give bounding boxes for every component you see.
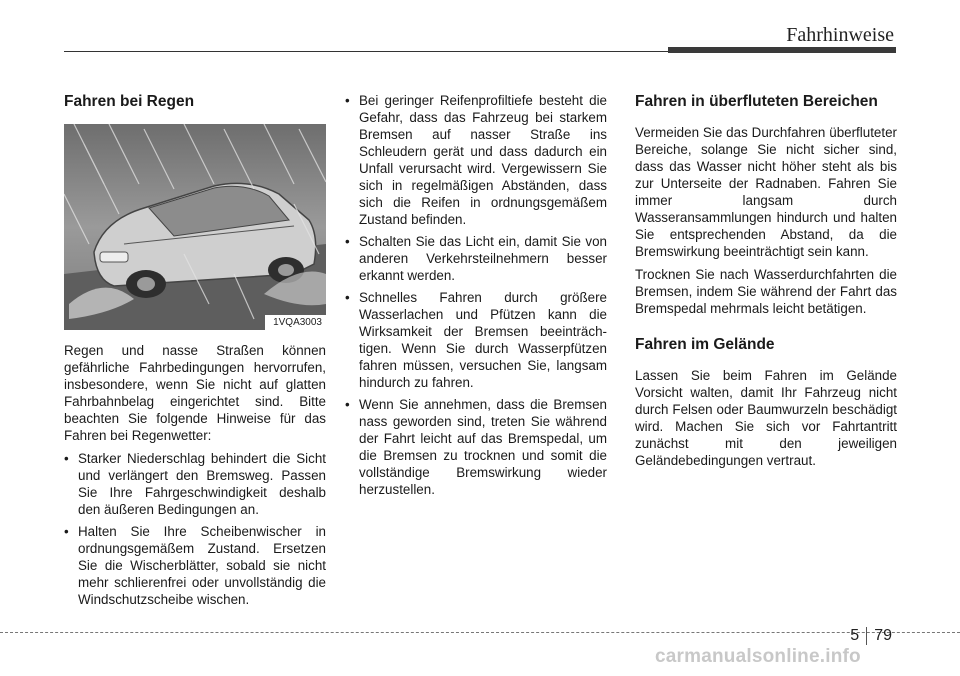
offroad-paragraph: Lassen Sie beim Fahren im Gelände Vorsicht walten, damit Ihr Fahrzeug nicht durch Felsen oder Baumwurzeln beschädigt wird. Machen Sie sich vor Fahrtantritt zunächst mit den jeweiligen Geländebedingungen vertraut. [635,368,897,468]
rain-car-illustration [64,124,326,330]
heading-flooded-areas: Fahren in überfluteten Bereichen [635,93,878,110]
list-item: • Bei geringer Reifenprofiltiefe besteht die Gefahr, dass das Fahrzeug bei starkem Bremsen auf nasser Straße ins Schleudern gerät und dass dadurch ein Unfall verursacht wird. Vergewissern Sie sich in regelmäßigen Abständen, dass sich die Reifen in ordnungsgemäßem Zustand befinden. [345,92,607,228]
figure-code: 1VQA3003 [265,315,326,330]
header-bar [668,47,896,53]
rain-bullets-2 [345,92,607,498]
page-number-separator [866,627,867,645]
intro-paragraph: Regen und nasse Straßen können gefährliche Fahrbedingungen hervorrufen, insbesondere, wenn Sie nicht auf glatten Fahrbahnbelag eingerichtet sind. Bitte beachten Sie folgende Hinweise für das Fahren bei Regenwetter: [64,343,326,443]
flooded-paragraph-2: Trocknen Sie nach Wasserdurchfahrten die Bremsen, indem Sie während der Fahrt das Bremspedal mehrmals leicht betätigen. [635,267,897,316]
column-1 [64,92,326,613]
footer-dashed-line [0,632,960,633]
page-index: 79 [874,627,892,644]
list-item: • Halten Sie Ihre Scheibenwischer in ordnungsgemäßem Zustand. Ersetzen Sie die Wischerblätter, sobald sie nicht mehr schlierenfrei oder unvollständig die Windschutzscheibe wischen. [64,523,326,608]
list-item: • Schalten Sie das Licht ein, damit Sie von anderen Verkehrsteilnehmern besser erkannt werden. [345,233,607,284]
list-item: • Starker Niederschlag behindert die Sicht und verlängert den Bremsweg. Passen Sie Ihre Fahrgeschwindigkeit deshalb den äußeren Bedingungen an. [64,450,326,518]
flooded-paragraph-1: Vermeiden Sie das Durchfahren überfluteter Bereiche, solange Sie nicht sicher sind, dass das Wasser nicht höher steht als bis zur Unterseite der Radnaben. Fahren Sie immer langsam durch Wasseransammlungen hindurch und halten Sie entsprechenden Abstand, da die Bremswirkung beeinträchtigt sein kann. [635,125,897,259]
watermark: carmanualsonline.info [655,646,861,667]
rain-bullets-1 [64,450,326,608]
list-item: • Schnelles Fahren durch größere Wasserlachen und Pfützen kann die Wirksamkeit der Bremsen beeinträchtigen. Wenn Sie durch Wasserpfützen fahren müssen, versuchen Sie, langsam hindurch zu fahren. [345,289,607,391]
car-in-rain-image [64,124,326,330]
list-item: • Wenn Sie annehmen, dass die Bremsen nass geworden sind, treten Sie während der Fahrt leicht auf das Bremspedal, um die Bremsen zu trocknen und somit die vollständige Bremswirkung wieder herzustellen. [345,396,607,498]
chapter-number: 5 [850,627,860,644]
column-3 [635,92,897,475]
column-2 [345,92,607,503]
heading-offroad: Fahren im Gelände [635,336,775,353]
page-number [850,627,892,645]
section-title: Fahrhinweise [786,24,894,46]
header-rule [64,51,668,52]
heading-rain: Fahren bei Regen [64,93,195,110]
